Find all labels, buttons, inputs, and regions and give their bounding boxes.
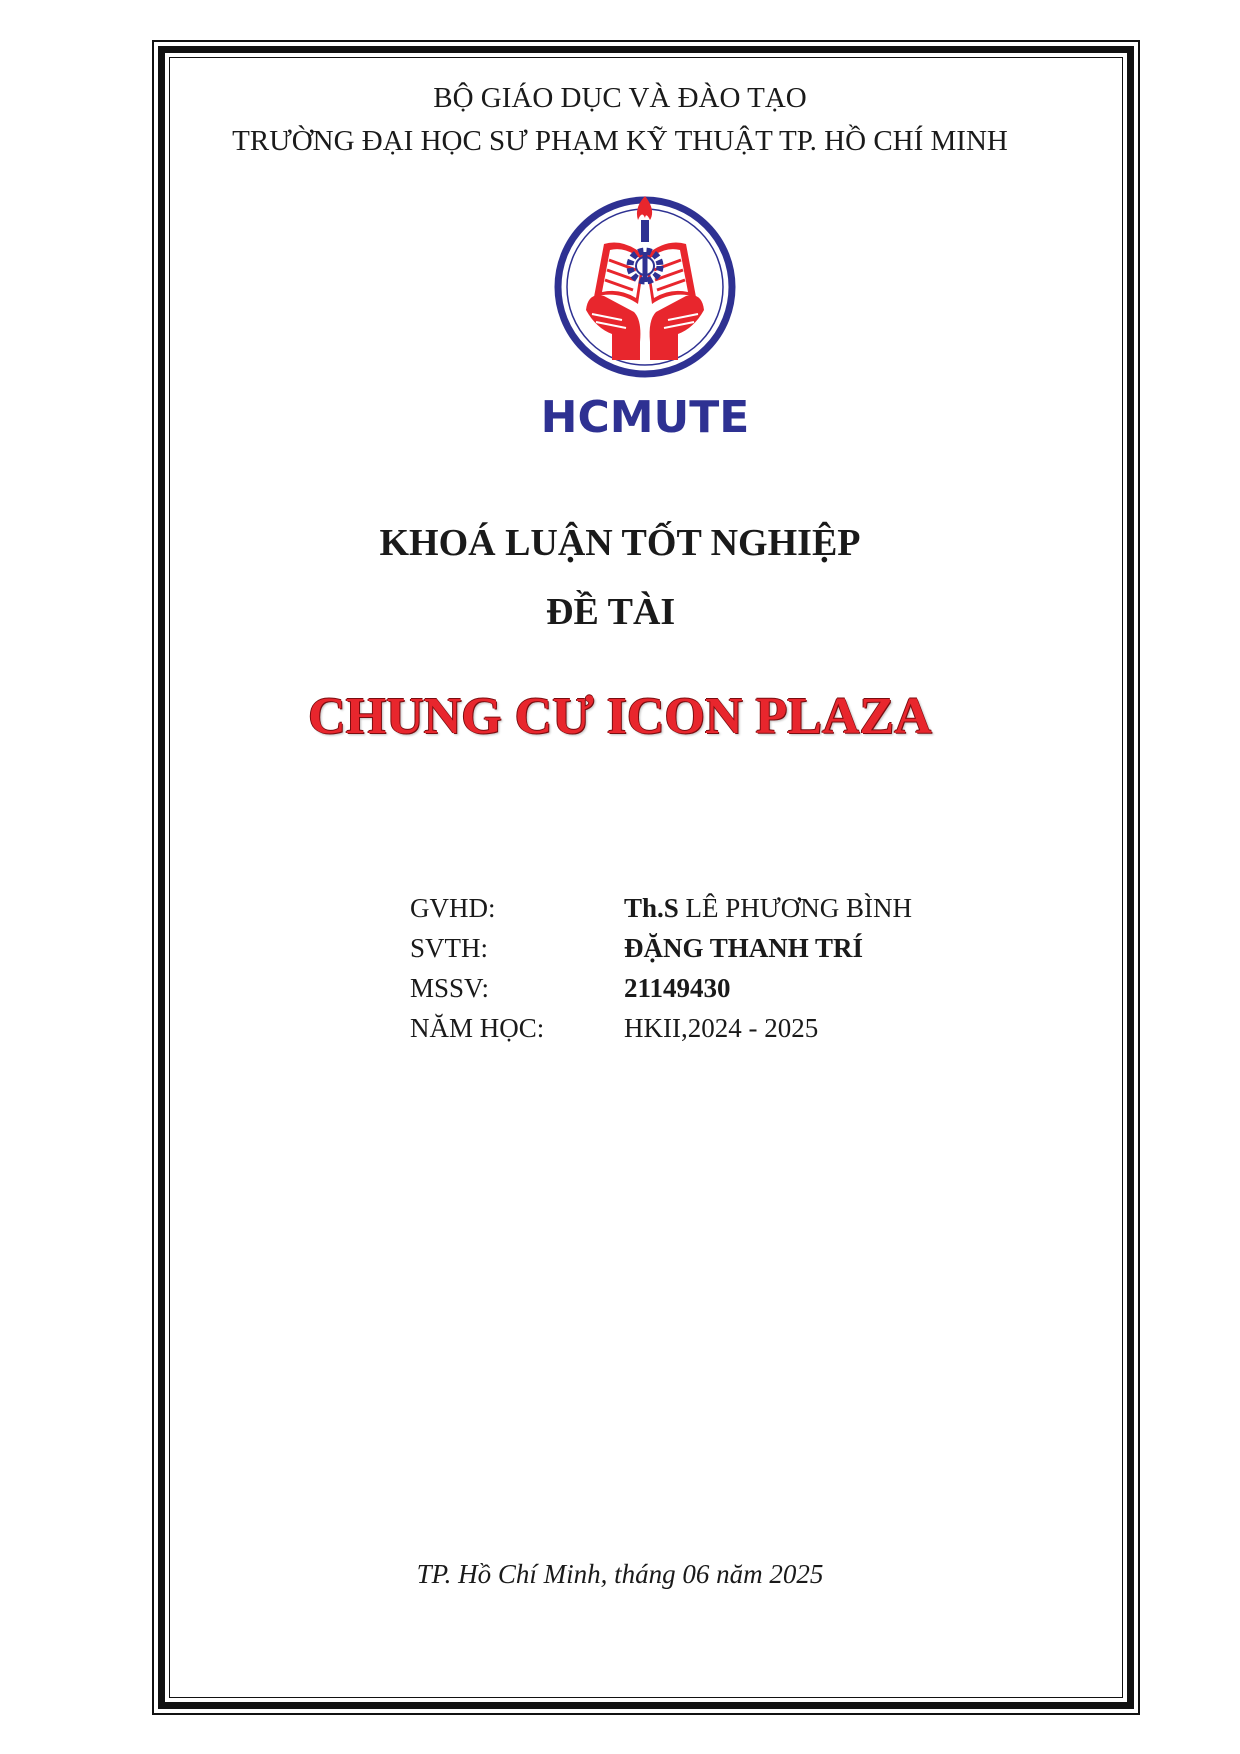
advisor-degree: Th.S — [624, 893, 679, 923]
student-id-value: 21149430 — [624, 973, 731, 1003]
logo-text: HCMUTE — [540, 392, 750, 443]
student-name: ĐẶNG THANH TRÍ — [624, 933, 864, 963]
school-year-value: HKII,2024 - 2025 — [624, 1013, 819, 1043]
school-year-label: NĂM HỌC: — [410, 1013, 545, 1043]
topic-label: ĐỀ TÀI — [546, 591, 676, 633]
thesis-type: KHOÁ LUẬN TỐT NGHIỆP — [379, 522, 861, 564]
university-logo — [540, 192, 750, 443]
ministry-name: BỘ GIÁO DỤC VÀ ĐÀO TẠO — [433, 82, 807, 114]
advisor-label: GVHD: — [410, 893, 496, 923]
hcmute-logo-icon — [540, 192, 750, 443]
student-id-label: MSSV: — [410, 973, 490, 1003]
advisor-name: LÊ PHƯƠNG BÌNH — [678, 893, 912, 923]
university-name: TRƯỜNG ĐẠI HỌC SƯ PHẠM KỸ THUẬT TP. HỒ CHÍ MINH — [232, 125, 1008, 157]
place-date: TP. Hồ Chí Minh, tháng 06 năm 2025 — [416, 1559, 824, 1589]
project-title: CHUNG CƯ ICON PLAZA — [308, 688, 932, 745]
student-label: SVTH: — [410, 933, 489, 963]
advisor-value — [624, 893, 912, 924]
